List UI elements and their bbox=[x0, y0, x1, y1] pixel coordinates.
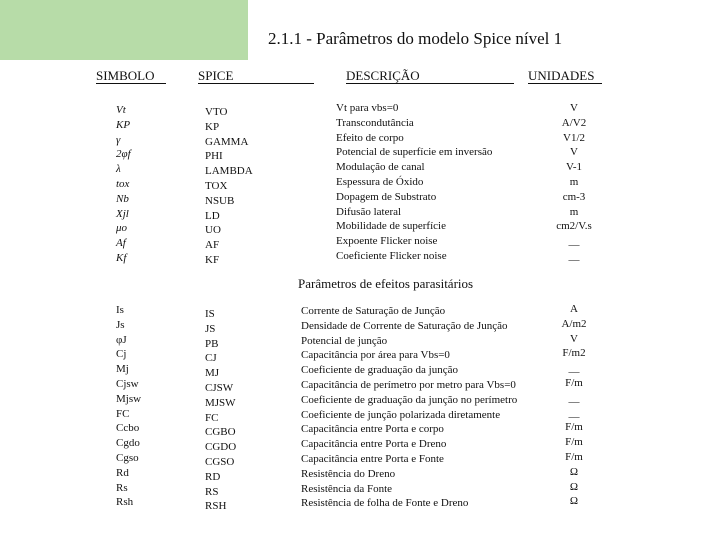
simbolo-item: Xjl bbox=[116, 207, 129, 220]
spice-item: PHI bbox=[205, 150, 223, 163]
simbolo-item: Kf bbox=[116, 251, 127, 264]
spice-item: CGSO bbox=[205, 455, 235, 468]
header-descricao: DESCRIÇÃO bbox=[346, 69, 514, 84]
spice-item: UO bbox=[205, 224, 221, 237]
header-simbolo: SIMBOLO bbox=[96, 69, 166, 84]
spice-item: KF bbox=[205, 253, 220, 266]
descricao-item: Dopagem de Substrato bbox=[336, 190, 437, 203]
descricao-item: Expoente Flicker noise bbox=[336, 235, 438, 248]
spice-item: NSUB bbox=[205, 194, 235, 207]
spice-item: AF bbox=[205, 239, 220, 252]
spice-item: RS bbox=[205, 485, 219, 498]
spice-item: VTO bbox=[205, 106, 228, 118]
unidade-item: V1/2 bbox=[563, 131, 585, 144]
simbolo-item: Rd bbox=[116, 466, 129, 479]
simbolo-item: Is bbox=[116, 304, 124, 316]
spice-item: FC bbox=[205, 411, 219, 424]
unidade-item: V bbox=[570, 146, 578, 159]
descricao-item: Potencial de junção bbox=[301, 334, 388, 347]
unidade-item: cm-3 bbox=[562, 190, 586, 203]
section1-spice bbox=[205, 105, 253, 268]
spice-item: LD bbox=[205, 209, 220, 222]
simbolo-item: Cj bbox=[116, 348, 127, 361]
unidade-item: __ bbox=[568, 249, 580, 262]
descricao-item: Corrente de Saturação de Junção bbox=[301, 305, 446, 317]
section2-spice bbox=[205, 307, 236, 514]
simbolo-item: μo bbox=[116, 222, 128, 235]
unidade-item: Ω bbox=[569, 480, 579, 493]
descricao-item: Capacitância por área para Vbs=0 bbox=[301, 349, 450, 362]
descricao-item: Capacitância entre Porta e corpo bbox=[301, 423, 444, 436]
spice-item: LAMBDA bbox=[205, 165, 253, 178]
unidade-item: F/m bbox=[565, 421, 583, 434]
spice-item: CGDO bbox=[205, 441, 237, 454]
simbolo-item: Mj bbox=[116, 363, 129, 376]
descricao-item: Difusão lateral bbox=[336, 205, 402, 218]
descricao-item: Resistência da Fonte bbox=[301, 482, 393, 495]
spice-item: CJ bbox=[205, 352, 217, 365]
descricao-item: Densidade de Corrente de Saturação de Junção bbox=[301, 319, 508, 332]
descricao-item: Coeficiente de graduação da junção no perímetro bbox=[301, 393, 518, 406]
section2-descricoes bbox=[301, 304, 517, 511]
unidade-item: V bbox=[570, 102, 578, 114]
unidade-item: F/m2 bbox=[562, 347, 586, 360]
unidade-item: A bbox=[570, 303, 578, 315]
unidade-item: m bbox=[569, 205, 579, 218]
simbolo-item: Rs bbox=[116, 481, 128, 494]
spice-item: PB bbox=[205, 337, 219, 350]
unidade-item: Ω bbox=[569, 465, 579, 478]
spice-item: RD bbox=[205, 470, 221, 483]
descricao-item: Modulação de canal bbox=[336, 161, 425, 174]
spice-item: MJSW bbox=[205, 396, 236, 409]
descricao-item: Mobilidade de superfície bbox=[336, 220, 446, 233]
descricao-item: Efeito de corpo bbox=[336, 131, 404, 144]
simbolo-item: tox bbox=[116, 177, 130, 190]
simbolo-item: Mjsw bbox=[116, 392, 142, 405]
header-spice: SPICE bbox=[198, 69, 314, 84]
simbolo-item: Cgso bbox=[116, 451, 139, 464]
descricao-item: Espessura de Óxido bbox=[336, 175, 424, 188]
unidade-item: __ bbox=[568, 235, 580, 248]
descricao-item: Resistência do Dreno bbox=[301, 467, 396, 480]
descricao-item: Potencial de superfície em inversão bbox=[336, 146, 493, 159]
descricao-item: Coeficiente Flicker noise bbox=[336, 249, 447, 262]
section2-simbolos bbox=[116, 303, 141, 510]
spice-item: TOX bbox=[205, 179, 228, 192]
unidade-item: F/m bbox=[565, 436, 583, 449]
simbolo-item: φJ bbox=[116, 333, 127, 346]
descricao-item: Transcondutância bbox=[336, 116, 414, 129]
descricao-item: Resistência de folha de Fonte e Dreno bbox=[301, 497, 469, 510]
simbolo-item: Js bbox=[116, 318, 125, 331]
section1-unidades bbox=[540, 101, 608, 264]
unidade-item: F/m bbox=[565, 450, 583, 463]
simbolo-item: Vt bbox=[116, 104, 126, 116]
unidade-item: V bbox=[570, 332, 578, 345]
unidade-item: __ bbox=[568, 406, 580, 419]
spice-item: RSH bbox=[205, 500, 227, 513]
spice-item: MJ bbox=[205, 367, 220, 380]
descricao-item: Vt para vbs=0 bbox=[336, 102, 399, 114]
spice-item: JS bbox=[205, 322, 216, 335]
simbolo-item: 2φf bbox=[116, 148, 131, 161]
simbolo-item: FC bbox=[116, 407, 130, 420]
spice-item: KP bbox=[205, 120, 220, 133]
section1-simbolos bbox=[116, 103, 131, 266]
descricao-item: Coeficiente de graduação da junção bbox=[301, 364, 458, 377]
simbolo-item: Af bbox=[116, 237, 126, 250]
unidade-item: F/m bbox=[565, 376, 583, 389]
parasitic-subtitle: Parâmetros de efeitos parasitários bbox=[298, 276, 474, 291]
unidade-item: __ bbox=[568, 391, 580, 404]
header-unidades: UNIDADES bbox=[528, 69, 602, 84]
unidade-item: cm2/V.s bbox=[556, 220, 592, 233]
unidade-item: __ bbox=[568, 362, 580, 375]
simbolo-item: KP bbox=[116, 118, 131, 131]
header-accent-bar bbox=[0, 0, 248, 60]
simbolo-item: λ bbox=[116, 163, 121, 176]
section2-unidades bbox=[545, 302, 603, 509]
page-title: 2.1.1 - Parâmetros do modelo Spice nível 1 bbox=[268, 29, 563, 48]
simbolo-item: Ccbo bbox=[116, 422, 140, 435]
spice-item: GAMMA bbox=[205, 135, 249, 148]
descricao-item: Capacitância entre Porta e Dreno bbox=[301, 438, 447, 451]
descricao-item: Capacitância de perímetro por metro para Vbs=0 bbox=[301, 378, 516, 391]
unidade-item: A/m2 bbox=[561, 317, 587, 330]
spice-item: CGBO bbox=[205, 426, 236, 439]
spice-item: CJSW bbox=[205, 381, 234, 394]
descricao-item: Capacitância entre Porta e Fonte bbox=[301, 452, 444, 465]
simbolo-item: Cjsw bbox=[116, 377, 139, 390]
descricao-item: Coeficiente de junção polarizada diretamente bbox=[301, 408, 501, 421]
simbolo-item: Nb bbox=[116, 192, 129, 205]
simbolo-item: γ bbox=[116, 133, 121, 146]
unidade-item: V-1 bbox=[565, 161, 583, 174]
simbolo-item: Rsh bbox=[116, 496, 134, 509]
simbolo-item: Cgdo bbox=[116, 437, 140, 450]
spice-item: IS bbox=[205, 308, 215, 320]
section1-descricoes bbox=[336, 101, 492, 264]
unidade-item: A/V2 bbox=[561, 116, 587, 129]
unidade-item: m bbox=[569, 175, 579, 188]
unidade-item: Ω bbox=[569, 495, 579, 508]
